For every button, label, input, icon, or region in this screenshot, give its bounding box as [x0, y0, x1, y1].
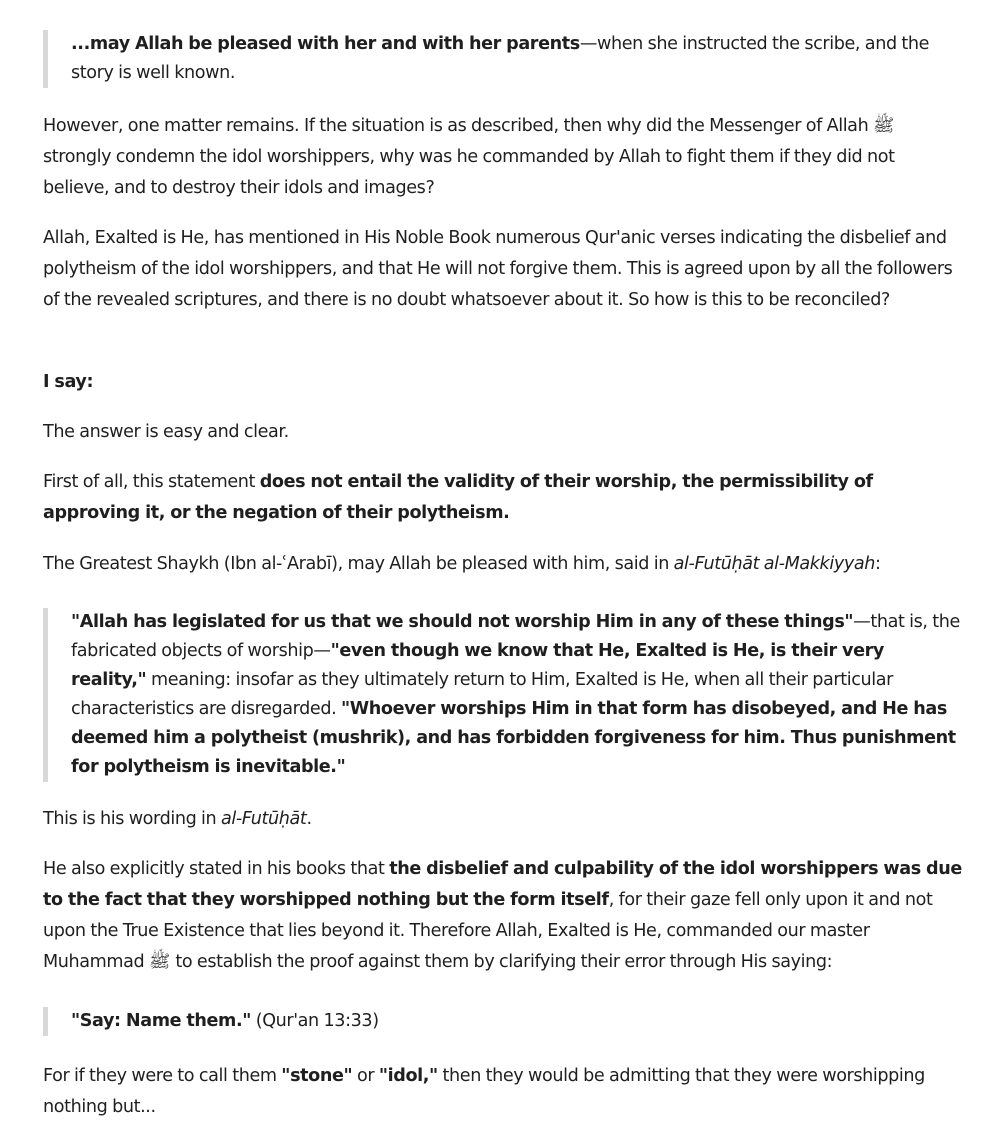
paragraph-also-stated: He also explicitly stated in his books that the disbelief and culpability of the idol worshippers was due to the fact that they worshipped nothing but the form itself, for their gaze fell only upon it and not upon the True Existence that lies beyond it. Therefore Allah, Exalted is He, commanded our master Muhammad ﷺ to establish the proof against them by clarifying their error through His saying:: [43, 859, 962, 972]
paragraph-i-say: I say:: [43, 372, 94, 392]
blockquote-say-name-them: [43, 1007, 963, 1036]
blockquote-intro: [43, 30, 963, 88]
blockquote-futuhat-text: "Allah has legislated for us that we should not worship Him in any of these things"—that is, the fabricated objects of worship—"even though we know that He, Exalted is He, is their very reality," meaning: insofar as they ultimately return to Him, Exalted is He, when all their particular characteristics are disregarded. "Whoever worships Him in that form has disobeyed, and He has deemed him a polytheist (mushrik), and has forbidden forgiveness for him. Thus punishment for polytheism is inevitable.": [71, 612, 960, 777]
paragraph-first-of-all: First of all, this statement does not entail the validity of their worship, the permissibility of approving it, or the negation of their polytheism.: [43, 472, 873, 523]
paragraph-allah-verses: Allah, Exalted is He, has mentioned in His Noble Book numerous Qur'anic verses indicating the disbelief and polytheism of the idol worshippers, and that He will not forgive them. This is agreed upon by all the followers of the revealed scriptures, and there is no doubt whatsoever about it. So how is this to be reconciled?: [43, 228, 953, 310]
blockquote-intro-text: ...may Allah be pleased with her and with her parents—when she instructed the scribe, and the story is well known.: [71, 34, 930, 83]
blockquote-futuhat: [43, 608, 963, 782]
paragraph-wording: This is his wording in al-Futūḥāt.: [43, 809, 312, 829]
paragraph-for-if: For if they were to call them "stone" or "idol," then they would be admitting that they were worshipping nothing but...: [43, 1066, 925, 1117]
blockquote-say-text: "Say: Name them." (Qur'an 13:33): [71, 1011, 379, 1031]
paragraph-however: However, one matter remains. If the situation is as described, then why did the Messenger of Allah ﷺ strongly condemn the idol worshippers, why was he commanded by Allah to fight them if they did not believe, and to destroy their idols and images?: [43, 116, 895, 198]
paragraph-greatest-shaykh: The Greatest Shaykh (Ibn al-ʿArabī), may Allah be pleased with him, said in al-Futūḥāt al-Makkiyyah:: [43, 554, 881, 574]
paragraph-answer: The answer is easy and clear.: [43, 422, 289, 442]
